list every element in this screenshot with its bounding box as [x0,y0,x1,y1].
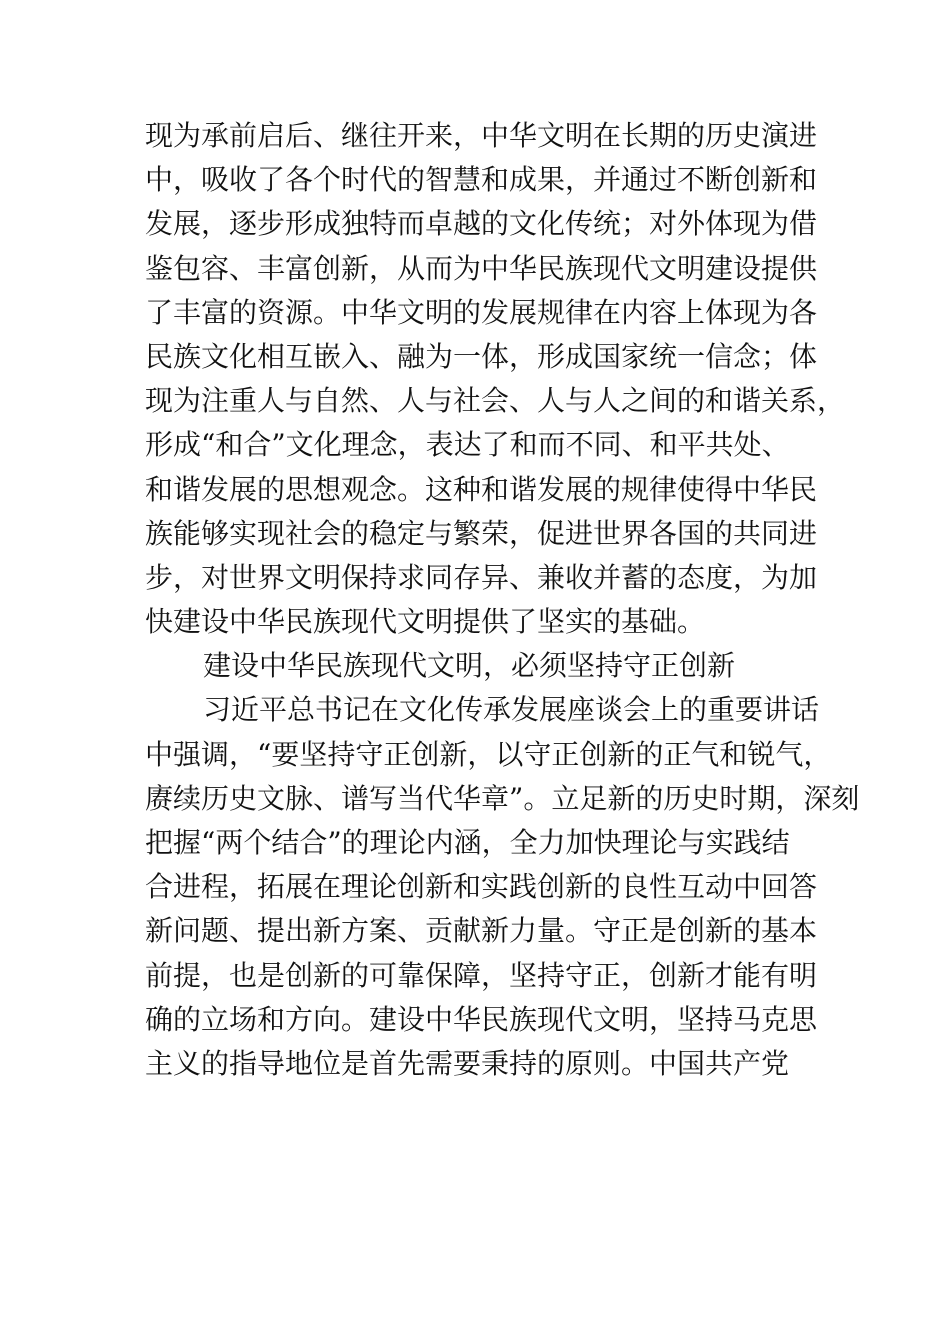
text-line: 鉴包容、丰富创新，从而为中华民族现代文明建设提供 [145,251,818,285]
text-line: 和谐发展的思想观念。这种和谐发展的规律使得中华民 [145,472,818,506]
text-line: 快建设中华民族现代文明提供了坚实的基础。 [145,605,706,639]
text-line: 合进程，拓展在理论创新和实践创新的良性互动中回答 [145,870,818,904]
body-text [145,114,860,1086]
text-line: 前提，也是创新的可靠保障，坚持守正，创新才能有明 [145,958,818,992]
text-line: 赓续历史文脉、谱写当代华章”。立足新的历史时期，深刻 [145,781,860,815]
text-line: 发展，逐步形成独特而卓越的文化传统；对外体现为借 [145,207,818,241]
text-line: 现为注重人与自然、人与社会、人与人之间的和谐关系， [145,384,846,418]
section-heading: 建设中华民族现代文明，必须坚持守正创新 [203,649,736,683]
text-line: 中强调，“要坚持守正创新，以守正创新的正气和锐气， [145,737,832,771]
text-line: 族能够实现社会的稳定与繁荣，促进世界各国的共同进 [145,516,818,550]
text-line: 把握“两个结合”的理论内涵，全力加快理论与实践结 [145,826,790,859]
paragraph-two [145,688,860,1086]
text-line: 步，对世界文明保持求同存异、兼收并蓄的态度，为加 [145,560,818,594]
text-line: 主义的指导地位是首先需要秉持的原则。中国共产党 [145,1046,790,1080]
text-line: 确的立场和方向。建设中华民族现代文明，坚持马克思 [145,1002,818,1036]
text-line: 现为承前启后、继往开来，中华文明在长期的历史演进 [145,119,818,152]
text-line: 习近平总书记在文化传承发展座谈会上的重要讲话 [203,693,820,727]
text-line: 中，吸收了各个时代的智慧和成果，并通过不断创新和 [145,163,818,197]
text-line: 形成“和合”文化理念，表达了和而不同、和平共处、 [145,428,790,462]
text-line: 了丰富的资源。中华文明的发展规律在内容上体现为各 [145,295,818,329]
paragraph-continuation [145,114,846,644]
text-line: 新问题、提出新方案、贡献新力量。守正是创新的基本 [145,914,818,948]
text-line: 民族文化相互嵌入、融为一体，形成国家统一信念；体 [145,339,818,373]
